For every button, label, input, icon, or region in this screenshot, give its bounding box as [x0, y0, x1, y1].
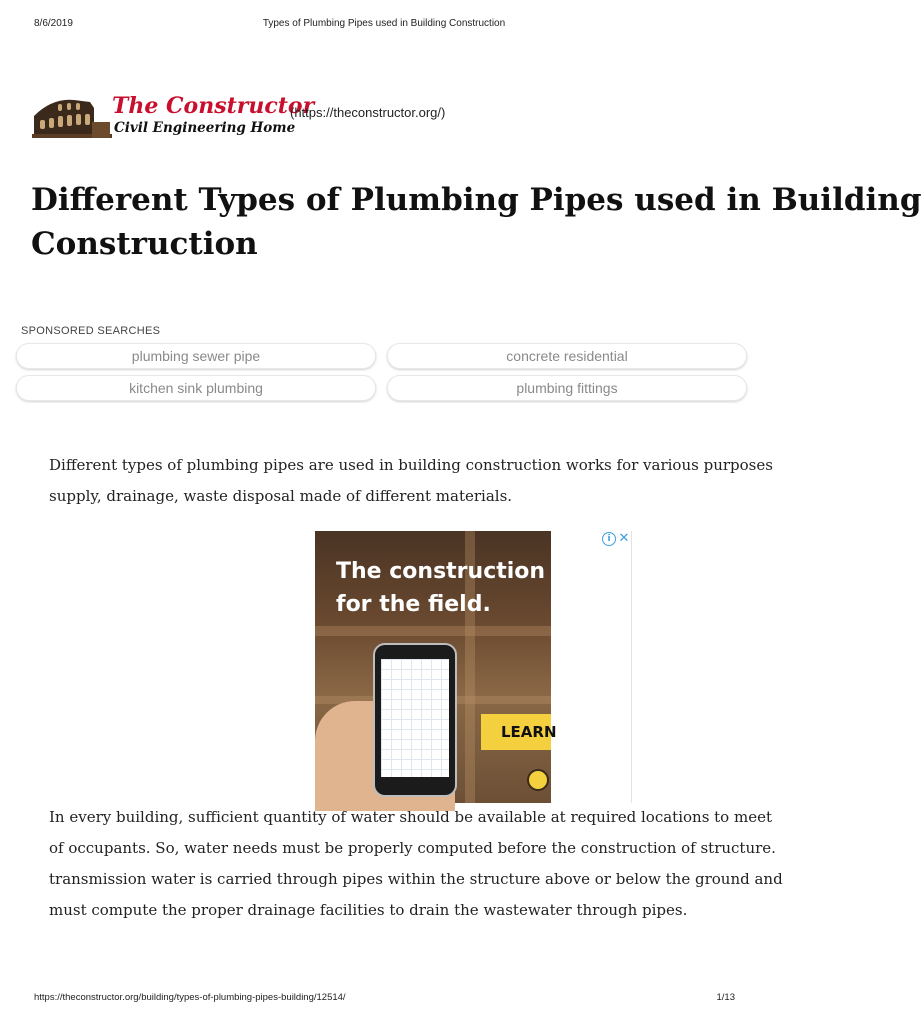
advertisement-banner[interactable]	[315, 531, 632, 803]
paragraph-line: transmission water is carried through pipes within the structure above or below the ground and	[49, 870, 783, 888]
paragraph-line: of occupants. So, water needs must be properly computed before the construction of structure.	[49, 839, 776, 857]
ad-brand-badge-icon	[527, 769, 549, 791]
site-logo[interactable]	[32, 92, 315, 142]
logo-tagline-text: Civil Engineering Home	[114, 120, 296, 136]
logo-brand-text: The Constructor	[112, 93, 315, 119]
ad-close-icon[interactable]: ✕	[618, 531, 630, 546]
paragraph-line: In every building, sufficient quantity of water should be available at required locations to meet	[49, 808, 772, 826]
print-title: Types of Plumbing Pipes used in Building Construction	[262, 18, 506, 29]
print-date: 8/6/2019	[34, 18, 73, 29]
intro-paragraph	[49, 450, 809, 512]
sponsored-search-chip[interactable]: concrete residential	[387, 343, 747, 369]
ad-headline-line: The construction	[336, 559, 546, 584]
print-footer-url: https://theconstructor.org/building/types-of-plumbing-pipes-building/12514/	[34, 992, 346, 1003]
paragraph-line: supply, drainage, waste disposal made of different materials.	[49, 487, 513, 505]
sponsored-search-chip[interactable]: plumbing sewer pipe	[16, 343, 376, 369]
logo-url[interactable]: (https://theconstructor.org/)	[290, 105, 446, 120]
ad-headline	[336, 555, 545, 621]
phone-illustration	[373, 643, 457, 797]
article-title-line: Different Types of Plumbing Pipes used in Building	[31, 182, 922, 218]
sponsored-searches-label: SPONSORED SEARCHES	[21, 325, 161, 337]
ad-info-icon[interactable]: i	[602, 532, 616, 546]
sponsored-search-chip[interactable]: plumbing fittings	[387, 375, 747, 401]
paragraph-line: Different types of plumbing pipes are used in building construction works for various purposes	[49, 456, 773, 474]
phone-screen-floorplan	[381, 659, 449, 777]
article-title-line: Construction	[31, 226, 258, 262]
ad-headline-line: for the field.	[336, 592, 491, 617]
article-title	[31, 178, 922, 266]
sponsored-search-chip[interactable]: kitchen sink plumbing	[16, 375, 376, 401]
colosseum-logo-icon	[32, 92, 315, 142]
print-footer	[0, 992, 768, 1006]
ad-learn-button[interactable]: LEARN	[481, 714, 551, 750]
print-header	[0, 18, 768, 32]
body-paragraph	[49, 802, 809, 926]
paragraph-line: must compute the proper drainage facilities to drain the wastewater through pipes.	[49, 901, 688, 919]
page-number: 1/13	[716, 992, 735, 1003]
